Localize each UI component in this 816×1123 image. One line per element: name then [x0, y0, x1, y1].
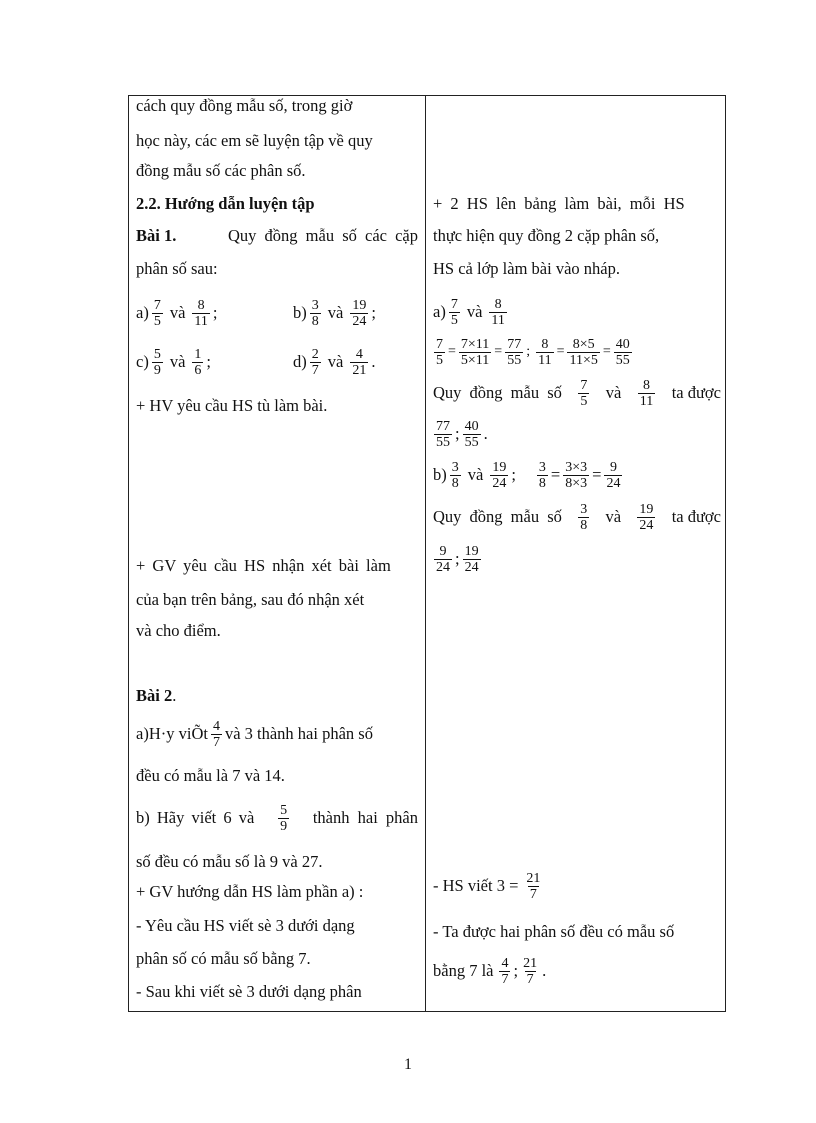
denominator: 55 — [464, 434, 479, 450]
bai2-b-line-2: số đều có mẫu số là 9 và 27. — [136, 852, 323, 871]
fraction — [350, 298, 368, 329]
denominator: 7 — [529, 886, 537, 902]
text: - HS viết 3 = — [433, 876, 519, 895]
denominator: 9 — [280, 818, 288, 834]
guide-line-2: - Yêu cầu HS viết sè 3 dưới dạng — [136, 916, 355, 935]
numerator: 21 — [523, 955, 538, 971]
denominator: 6 — [194, 362, 202, 378]
numerator: 3 — [538, 459, 546, 475]
text: Quy đồng mẫu số — [433, 507, 562, 526]
fraction — [489, 297, 506, 328]
fraction — [449, 297, 460, 328]
denominator: 8×3 — [565, 475, 588, 491]
right-a-conclusion — [433, 373, 721, 413]
punct: ; — [371, 303, 376, 322]
denominator: 24 — [464, 559, 479, 575]
and-word: và — [169, 303, 186, 322]
numerator: 8 — [643, 377, 650, 393]
fraction — [578, 378, 589, 409]
denominator: 8 — [580, 517, 588, 533]
item-label: c) — [136, 352, 149, 371]
text: và 3 thành hai phân số — [224, 724, 373, 743]
bai1-label: Bài 1. — [136, 226, 177, 245]
numerator: 3 — [311, 297, 319, 313]
right-a-equation: $\frac{7}{5}$ = $\frac{7\times 11}{5\times 11}$ = $\frac{77}{55}$ ; $\frac{8}{11}$ = $\frac{8\times 5}{11\times 5}$ = $\frac{40}{55}$ — [436, 336, 630, 368]
denominator: 5 — [580, 393, 588, 409]
fraction — [192, 298, 209, 329]
text: a)H·y viÕt — [136, 724, 208, 743]
numerator: 8 — [541, 336, 549, 352]
denominator: 8 — [538, 475, 546, 491]
section-heading: 2.2. Hướng dẫn luyện tập — [136, 194, 315, 213]
fraction — [450, 460, 461, 491]
fraction — [434, 544, 452, 575]
item-label: b) — [293, 303, 307, 322]
bai1-item-d — [293, 342, 375, 382]
numerator: 3 — [580, 501, 588, 517]
right-result-line-2: bằng 7 là $\frac{4}{7}$ ; $\frac{21}{7}$ . — [433, 955, 547, 987]
numerator: 8×5 — [572, 336, 595, 352]
bai2-a-line-1 — [136, 714, 418, 754]
fraction — [152, 347, 163, 378]
guide-line-3: phân số có mẫu số bằng 7. — [136, 949, 311, 968]
denominator: 24 — [606, 475, 621, 491]
bai2-b-line-1 — [136, 798, 418, 838]
hv-note: + HV yêu cầu HS tù làm bài. — [136, 396, 328, 415]
bai1-text-2: phân số sau: — [136, 259, 218, 278]
denominator: 7 — [212, 734, 220, 750]
denominator: 9 — [153, 362, 161, 378]
numerator: 9 — [609, 459, 617, 475]
fraction — [459, 337, 491, 368]
fraction — [537, 460, 548, 491]
guide-line-4: - Sau khi viết sè 3 dưới dạng phân — [136, 982, 362, 1001]
and-word: và — [169, 352, 186, 371]
denominator: 8 — [451, 475, 459, 491]
denominator: 7 — [526, 971, 534, 987]
fraction — [350, 347, 368, 378]
text: bằng 7 là — [433, 961, 494, 980]
denominator: 5 — [153, 313, 161, 329]
right-b-result: $\frac{9}{24}$ ; $\frac{19}{24}$ — [436, 543, 479, 575]
right-b-conclusion — [433, 497, 721, 537]
numerator: 4 — [212, 718, 220, 734]
text: thành hai phân — [312, 808, 418, 827]
fraction — [192, 347, 203, 378]
bai2-label: Bài 2 — [136, 686, 173, 705]
page-number: 1 — [404, 1056, 412, 1073]
gv-note-line-3: và cho điểm. — [136, 621, 221, 640]
denominator: 11×5 — [569, 352, 598, 368]
numerator: 40 — [615, 336, 630, 352]
denominator: 7 — [311, 362, 319, 378]
numerator: 19 — [639, 501, 654, 517]
fraction — [614, 337, 632, 368]
fraction — [310, 298, 321, 329]
column-divider — [425, 96, 426, 1011]
fraction — [524, 871, 542, 902]
punct: ; — [212, 303, 218, 322]
text: Quy đồng mẫu số — [433, 383, 562, 402]
fraction — [211, 719, 222, 750]
denominator: 11 — [491, 312, 505, 328]
text: b) Hãy viết 6 và — [136, 808, 255, 827]
right-hs-write — [433, 866, 545, 906]
and-word: và — [327, 352, 344, 371]
denominator: 5 — [450, 312, 458, 328]
numerator: 77 — [436, 418, 450, 434]
fraction — [463, 544, 481, 575]
numerator: 19 — [352, 297, 367, 313]
and-word: và — [327, 303, 344, 322]
fraction — [463, 419, 481, 450]
fraction — [505, 337, 523, 368]
bai1-line-1 — [136, 226, 418, 246]
numerator: 8 — [494, 296, 502, 312]
numerator: 4 — [501, 955, 509, 971]
numerator: 3 — [451, 459, 459, 475]
fraction — [638, 378, 655, 409]
and-word: và — [605, 383, 622, 402]
denominator: 55 — [507, 352, 522, 368]
item-label: a) — [136, 303, 149, 322]
left-intro-line-1 — [136, 96, 418, 116]
numerator: 7 — [153, 297, 161, 313]
fraction — [499, 956, 510, 987]
fraction — [578, 502, 589, 533]
right-a-line — [433, 292, 510, 332]
right-b-line: b) $\frac{3}{8}$ và $\frac{19}{24}$ ; $\frac{3}{8}$ = $\frac{3\times 3}{8\times 3}$ = $\frac{9}{24}$ — [433, 459, 621, 491]
item-label: a) — [433, 302, 446, 321]
numerator: 4 — [355, 346, 363, 362]
numerator: 7 — [436, 336, 443, 352]
denominator: 5 — [436, 352, 443, 368]
numerator: 5 — [153, 346, 161, 362]
numerator: 5 — [280, 802, 288, 818]
numerator: 7×11 — [460, 336, 490, 352]
punct: ; — [206, 352, 211, 371]
right-intro-line-1: + 2 HS lên bảng làm bài, mỗi HS — [433, 194, 685, 213]
numerator: 19 — [492, 459, 507, 475]
numerator: 3×3 — [565, 459, 588, 475]
text: ta được — [671, 507, 721, 526]
numerator: 40 — [464, 418, 479, 434]
right-intro-line-3: HS cả lớp làm bài vào nháp. — [433, 259, 620, 278]
denominator: 21 — [352, 362, 367, 378]
denominator: 24 — [436, 559, 450, 575]
numerator: 9 — [439, 543, 447, 559]
item-label: d) — [293, 352, 307, 371]
gv-note-line-1: + GV yêu cầu HS nhận xét bài làm — [136, 556, 391, 575]
and-word: và — [467, 465, 484, 484]
denominator: 8 — [311, 313, 319, 329]
lesson-table — [128, 95, 726, 1012]
bai1-item-b — [293, 293, 376, 333]
fraction — [567, 337, 599, 368]
guide-line-1: + GV hướng dẫn HS làm phần a) : — [136, 882, 364, 901]
text: cách quy đồng mẫu số, trong giờ — [136, 96, 353, 115]
right-a-result: $\frac{77}{55}$ ; $\frac{40}{55}$ . — [436, 418, 488, 450]
fraction — [152, 298, 163, 329]
punct: . — [371, 352, 376, 371]
item-label: b) — [433, 465, 447, 484]
fraction — [536, 337, 553, 368]
fraction — [490, 460, 508, 491]
text: ta được — [671, 383, 721, 402]
denominator: 55 — [436, 434, 450, 450]
left-intro-line-3: đồng mẫu số các phân số. — [136, 161, 306, 180]
fraction — [604, 460, 622, 491]
denominator: 24 — [352, 313, 367, 329]
fraction — [563, 460, 589, 491]
fraction — [278, 803, 289, 834]
denominator: 11 — [538, 352, 552, 368]
fraction — [310, 347, 321, 378]
fraction — [637, 502, 655, 533]
numerator: 2 — [311, 346, 319, 362]
right-intro-line-2: thực hiện quy đồng 2 cặp phân số, — [433, 226, 660, 245]
bai1-text: Quy đồng mẫu số các cặp — [228, 226, 418, 245]
fraction — [521, 956, 539, 987]
numerator: 7 — [450, 296, 458, 312]
bai1-item-c — [136, 342, 211, 382]
fraction — [434, 419, 452, 450]
denominator: 24 — [639, 517, 654, 533]
denominator: 55 — [615, 352, 630, 368]
right-result-line-1: - Ta được hai phân số đều có mẫu số — [433, 922, 675, 941]
denominator: 11 — [639, 393, 654, 409]
denominator: 24 — [492, 475, 507, 491]
numerator: 21 — [526, 870, 541, 886]
numerator: 7 — [580, 377, 588, 393]
denominator: 7 — [501, 971, 509, 987]
and-word: và — [466, 302, 483, 321]
numerator: 19 — [464, 543, 479, 559]
left-intro-line-2: học này, các em sẽ luyện tập về quy — [136, 131, 373, 150]
numerator: 8 — [197, 297, 205, 313]
fraction — [434, 337, 445, 368]
numerator: 77 — [507, 336, 522, 352]
bai2-label-line: Bài 2. — [136, 686, 177, 705]
denominator: 5×11 — [460, 352, 490, 368]
bai1-item-a — [136, 293, 217, 333]
gv-note-line-2: của bạn trên bảng, sau đó nhận xét — [136, 590, 365, 609]
denominator: 11 — [194, 313, 208, 329]
and-word: và — [605, 507, 622, 526]
numerator: 1 — [194, 346, 202, 362]
bai2-a-line-2: đều có mẫu là 7 và 14. — [136, 766, 285, 785]
